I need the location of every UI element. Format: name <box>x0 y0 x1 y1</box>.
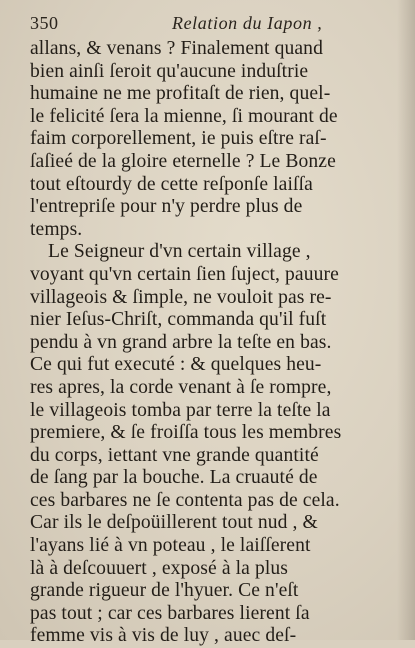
text-line: l'ayans lié à vn poteau , le laiſſerent <box>30 535 311 557</box>
text-line: pas tout ; car ces barbares lierent ſa <box>30 602 310 624</box>
text-line: nier Ieſus-Chriſt, commanda qu'il fuſt <box>30 309 327 331</box>
text-line: villageois & ſimple, ne vouloit pas re- <box>30 286 332 308</box>
text-line: res apres, la corde venant à ſe rompre, <box>30 376 332 398</box>
text-line: ces barbares ne ſe contenta pas de cela. <box>30 489 340 511</box>
text-line: là à deſcouuert , exposé à la plus <box>30 557 289 579</box>
page-header <box>30 13 410 37</box>
text-line: le felicité ſera la mienne, ſi mourant de <box>30 105 338 127</box>
text-line: du corps, iettant vne grande quantité <box>30 444 319 466</box>
text-line: Car ils le deſpoüillerent tout nud , & <box>30 512 318 534</box>
text-line: faim corporellement, ie puis eſtre raſ- <box>30 128 327 150</box>
running-title: Relation du Iapon , <box>172 13 323 33</box>
body-text <box>30 38 415 648</box>
text-line: l'entrepriſe pour n'y perdre plus de <box>30 196 303 218</box>
paragraph-first-line: Le Seigneur d'vn certain village , <box>48 241 311 263</box>
text-line: temps. <box>30 218 83 240</box>
text-line: allans, & venans ? Finalement quand <box>30 38 323 59</box>
text-line: voyant qu'vn certain ſien ſuject, pauure <box>30 263 339 285</box>
text-line: tout eſtourdy de cette reſponſe laiſſa <box>30 173 313 195</box>
text-line: ſaſieé de la gloire eternelle ? Le Bonze <box>30 150 336 172</box>
text-line: pendu à vn grand arbre la teſte en bas. <box>30 331 332 353</box>
text-line: femme vis à vis de luy , auec deſ- <box>30 625 297 647</box>
text-line: le villageois tomba par terre la teſte la <box>30 399 331 421</box>
text-line: bien ainſi ſeroit qu'aucune induſtrie <box>30 60 309 82</box>
text-line: humaine ne me profitaſt de rien, quel- <box>30 83 331 105</box>
text-line: premiere, & ſe froiſſa tous les membres <box>30 422 342 444</box>
page-number: 350 <box>30 13 59 33</box>
text-line: grande rigueur de l'hyuer. Ce n'eſt <box>30 580 299 602</box>
text-line: de ſang par la bouche. La cruauté de <box>30 467 318 489</box>
text-line: Ce qui fut executé : & quelques heu- <box>30 354 322 376</box>
